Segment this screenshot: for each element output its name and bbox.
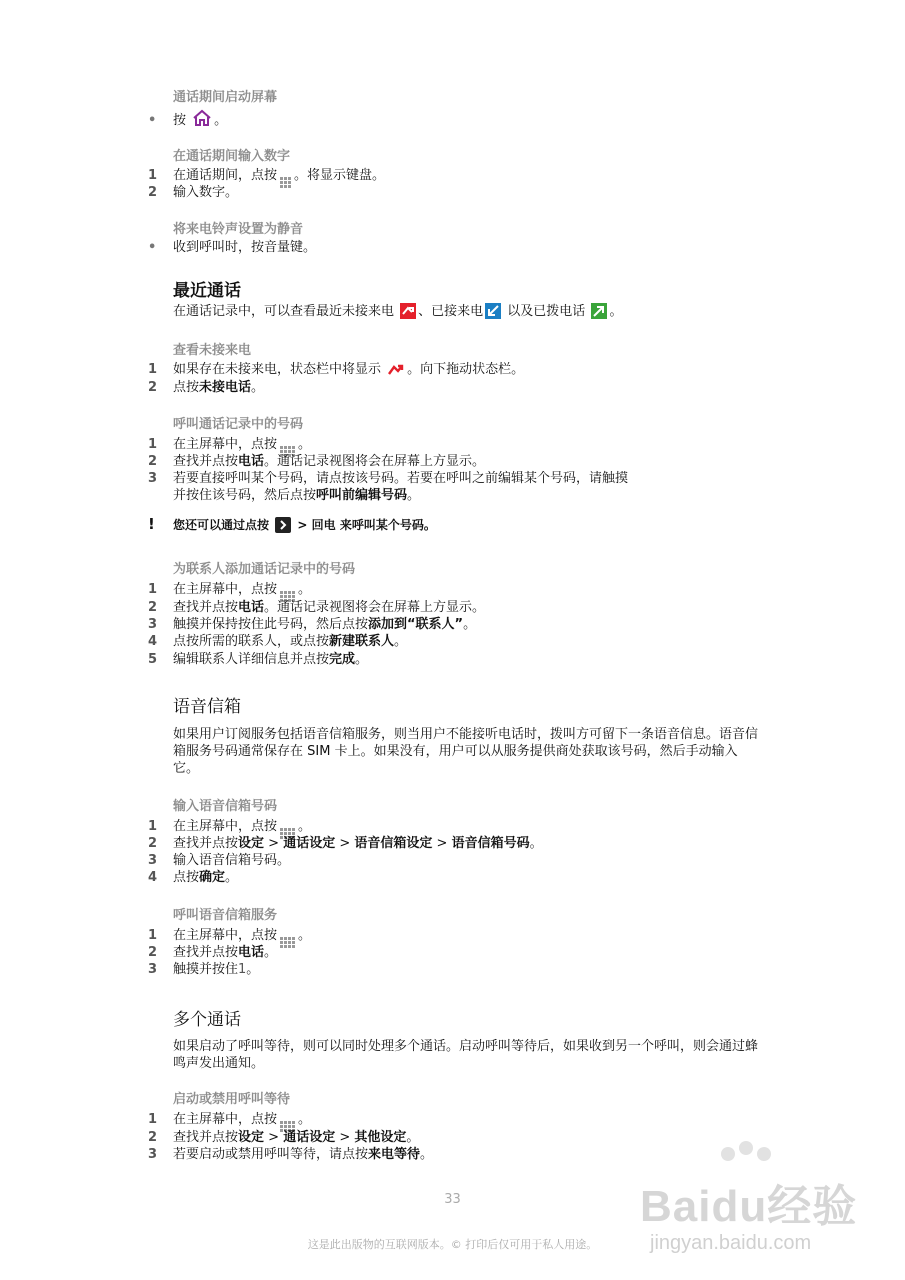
- tip-note: ! 您还可以通过点按 > 回电 来呼叫某个号码。: [148, 515, 436, 533]
- heading-recent-calls: 最近通话: [173, 281, 241, 301]
- step-item: 1 在主屏幕中，点按 。: [148, 818, 311, 835]
- bullet-item: • 按 。: [148, 109, 227, 126]
- section-title-vm-number: 输入语音信箱号码: [173, 799, 278, 814]
- section-title-screen-during-call: 通话期间启动屏幕: [173, 90, 278, 105]
- step-item: 3 若要直接呼叫某个号码，请点按该号码。若要在呼叫之前编辑某个号码，请触摸: [148, 471, 629, 486]
- app-grid-icon: [280, 937, 295, 948]
- dialed-call-icon: [591, 303, 607, 319]
- section-title-mute-ringtone: 将来电铃声设置为静音: [173, 222, 304, 237]
- watermark-url: jingyan.baidu.com: [650, 1232, 812, 1254]
- step-item-continued: 并按住该号码，然后点按呼叫前编辑号码。: [173, 488, 421, 503]
- step-item: 1 在通话期间，点按 。将显示键盘。: [148, 167, 385, 184]
- heading-multiple-calls: 多个通话: [173, 1010, 241, 1030]
- step-item: 4 点按所需的联系人，或点按新建联系人。: [148, 634, 408, 649]
- step-item: 3 触摸并保持按住此号码，然后点按添加到“联系人”。: [148, 617, 477, 632]
- multiple-calls-description: 如果启动了呼叫等待，则可以同时处理多个通话。启动呼叫等待后，如果收到另一个呼叫，则会通过蜂鸣声发出通知。: [173, 1039, 759, 1071]
- step-item: 1 在主屏幕中，点按 。: [148, 436, 311, 453]
- section-title-call-log: 呼叫通话记录中的号码: [173, 417, 304, 432]
- bullet-item: • 收到呼叫时，按音量键。: [148, 240, 317, 255]
- missed-call-icon: [400, 303, 416, 319]
- step-item: 1 在主屏幕中，点按 。: [148, 581, 311, 598]
- step-item: 2 查找并点按电话。通话记录视图将会在屏幕上方显示。: [148, 454, 486, 469]
- step-item: 2 查找并点按设定 > 通话设定 > 其他设定。: [148, 1130, 420, 1145]
- footer-note: 这是此出版物的互联网版本。© 打印后仅可用于私人用途。: [307, 1238, 598, 1251]
- section-title-enter-digits: 在通话期间输入数字: [173, 149, 291, 164]
- page-number: 33: [444, 1192, 461, 1207]
- step-item: 3 输入语音信箱号码。: [148, 853, 291, 868]
- heading-voicemail: 语音信箱: [173, 697, 241, 717]
- voicemail-description: 如果用户订阅服务包括语音信箱服务，则当用户不能接听电话时，拨叫方可留下一条语音信息。语音信箱服务号码通常保存在 SIM 卡上。如果没有，用户可以从服务提供商处获取该号码，然后手动输入它。: [173, 727, 759, 776]
- step-item: 3 若要启动或禁用呼叫等待，请点按来电等待。: [148, 1147, 434, 1162]
- step-item: 4 点按确定。: [148, 870, 239, 885]
- section-title-add-contact: 为联系人添加通话记录中的号码: [173, 562, 356, 577]
- section-title-call-waiting: 启动或禁用呼叫等待: [173, 1092, 291, 1107]
- step-item: 2 查找并点按设定 > 通话设定 > 语音信箱设定 > 语音信箱号码。: [148, 836, 543, 851]
- expand-arrow-icon: [275, 517, 291, 533]
- exclamation-icon: !: [148, 515, 155, 533]
- received-call-icon: [485, 303, 501, 319]
- step-item: 2 点按未接电话。: [148, 380, 265, 395]
- step-item: 2 查找并点按电话。通话记录视图将会在屏幕上方显示。: [148, 600, 486, 615]
- step-item: 5 编辑联系人详细信息并点按完成。: [148, 652, 369, 667]
- dialpad-icon: [280, 177, 291, 188]
- step-item: 1 如果存在未接来电，状态栏中将显示 。向下拖动状态栏。: [148, 362, 525, 377]
- step-item: 2 查找并点按电话。: [148, 945, 278, 960]
- step-item: 2 输入数字。: [148, 185, 239, 200]
- step-item: 1 在主屏幕中，点按 。: [148, 1111, 311, 1128]
- missed-call-icon: [387, 362, 405, 376]
- section-title-vm-call: 呼叫语音信箱服务: [173, 908, 278, 923]
- step-item: 3 触摸并按住1。: [148, 962, 260, 977]
- home-icon: [192, 109, 212, 127]
- step-item: 1 在主屏幕中，点按 。: [148, 927, 311, 944]
- recent-calls-description: 在通话记录中，可以查看最近未接来电 、已接来电 以及已拨电话 。: [173, 304, 623, 319]
- watermark-brand: Baidu经验: [640, 1182, 858, 1231]
- section-title-missed: 查看未接来电: [173, 343, 252, 358]
